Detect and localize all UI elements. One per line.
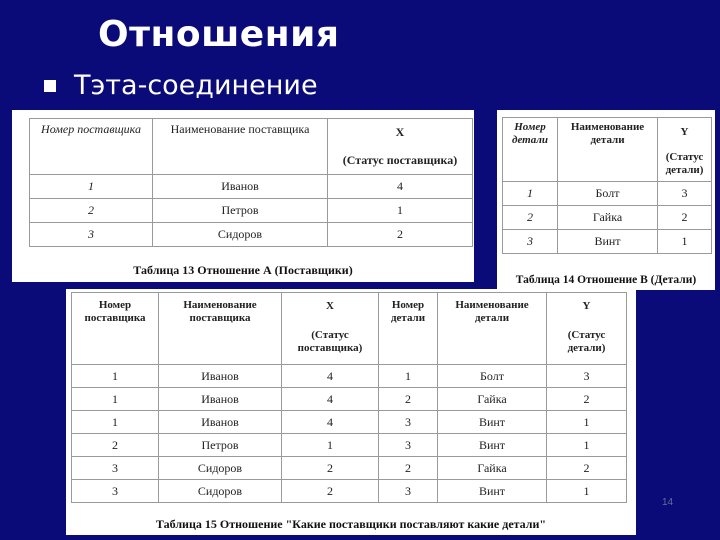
page-number: 14: [662, 497, 674, 508]
table-cell: 4: [282, 411, 379, 434]
table-cell: 2: [547, 457, 627, 480]
table-header: Y: [658, 118, 712, 148]
table-cell: 1: [328, 199, 473, 223]
table-cell: Винт: [438, 480, 547, 503]
table-a-panel: [12, 110, 474, 282]
table-cell: 1: [379, 365, 438, 388]
table-cell: 4: [282, 388, 379, 411]
table-cell: 1: [547, 411, 627, 434]
table-cell: 3: [547, 365, 627, 388]
bullet-text: Тэта-соединение: [74, 70, 318, 101]
table-cell: 1: [658, 230, 712, 254]
table-cell: 3: [72, 480, 159, 503]
table-cell: 2: [282, 457, 379, 480]
table-caption: Таблица 15 Отношение "Какие поставщики поставляют какие детали": [155, 517, 547, 531]
table-cell: Винт: [558, 230, 658, 254]
bullet-item: [44, 70, 318, 101]
table-cell: 3: [503, 230, 558, 254]
table-cell: 3: [379, 480, 438, 503]
table-header: X: [328, 119, 473, 147]
table-cell: 2: [72, 434, 159, 457]
table-cell: 1: [282, 434, 379, 457]
table-cell: 2: [379, 388, 438, 411]
table-header: Номер детали: [503, 118, 558, 182]
table-cell: Гайка: [438, 388, 547, 411]
table-cell: Сидоров: [159, 480, 282, 503]
table-cell: 2: [379, 457, 438, 480]
table-cell: 2: [503, 206, 558, 230]
table-cell: 2: [328, 223, 473, 247]
table-cell: 2: [547, 388, 627, 411]
table-header: (Статус детали): [658, 148, 712, 182]
table-cell: Иванов: [159, 388, 282, 411]
table-cell: 3: [30, 223, 153, 247]
table-cell: 3: [379, 411, 438, 434]
table-cell: 3: [72, 457, 159, 480]
table-header: Наименование поставщика: [153, 119, 328, 175]
table-cell: Винт: [438, 434, 547, 457]
table-cell: 1: [72, 411, 159, 434]
square-bullet-icon: [44, 80, 56, 92]
table-cell: Петров: [153, 199, 328, 223]
table-cell: 4: [282, 365, 379, 388]
table-cell: 4: [328, 175, 473, 199]
table-cell: Гайка: [558, 206, 658, 230]
table-header: (Статус поставщика): [328, 147, 473, 175]
table-header: X: [282, 293, 379, 321]
slide-title: Отношения: [98, 14, 340, 55]
table-header: Y: [547, 293, 627, 321]
table-b-panel: [497, 110, 715, 290]
table-cell: Винт: [438, 411, 547, 434]
table-cell: 1: [30, 175, 153, 199]
table-caption: Таблица 14 Отношение B (Детали): [515, 274, 697, 286]
table-cell: Сидоров: [153, 223, 328, 247]
table-cell: Иванов: [159, 411, 282, 434]
parts-table: [502, 117, 712, 254]
table-cell: Гайка: [438, 457, 547, 480]
table-cell: 1: [503, 182, 558, 206]
table-cell: 1: [72, 388, 159, 411]
table-header: Номер поставщика: [30, 119, 153, 175]
table-cell: Болт: [438, 365, 547, 388]
suppliers-table: [29, 118, 473, 247]
table-cell: 1: [547, 434, 627, 457]
table-header: Номер поставщика: [72, 293, 159, 365]
table-header: Наименование детали: [438, 293, 547, 365]
table-cell: 3: [658, 182, 712, 206]
table-caption: Таблица 13 Отношение А (Поставщики): [133, 263, 353, 277]
table-header: Наименование поставщика: [159, 293, 282, 365]
table-cell: Петров: [159, 434, 282, 457]
table-cell: 3: [379, 434, 438, 457]
join-result-table: [71, 292, 627, 503]
table-cell: 1: [547, 480, 627, 503]
table-cell: Болт: [558, 182, 658, 206]
table-header: (Статус поставщика): [282, 321, 379, 365]
table-header: Наименование детали: [558, 118, 658, 182]
table-cell: 2: [282, 480, 379, 503]
table-cell: 2: [30, 199, 153, 223]
table-cell: Сидоров: [159, 457, 282, 480]
table-cell: Иванов: [153, 175, 328, 199]
table-header: (Статус детали): [547, 321, 627, 365]
table-c-panel: [66, 289, 636, 535]
table-cell: Иванов: [159, 365, 282, 388]
table-cell: 2: [658, 206, 712, 230]
table-header: Номер детали: [379, 293, 438, 365]
table-cell: 1: [72, 365, 159, 388]
